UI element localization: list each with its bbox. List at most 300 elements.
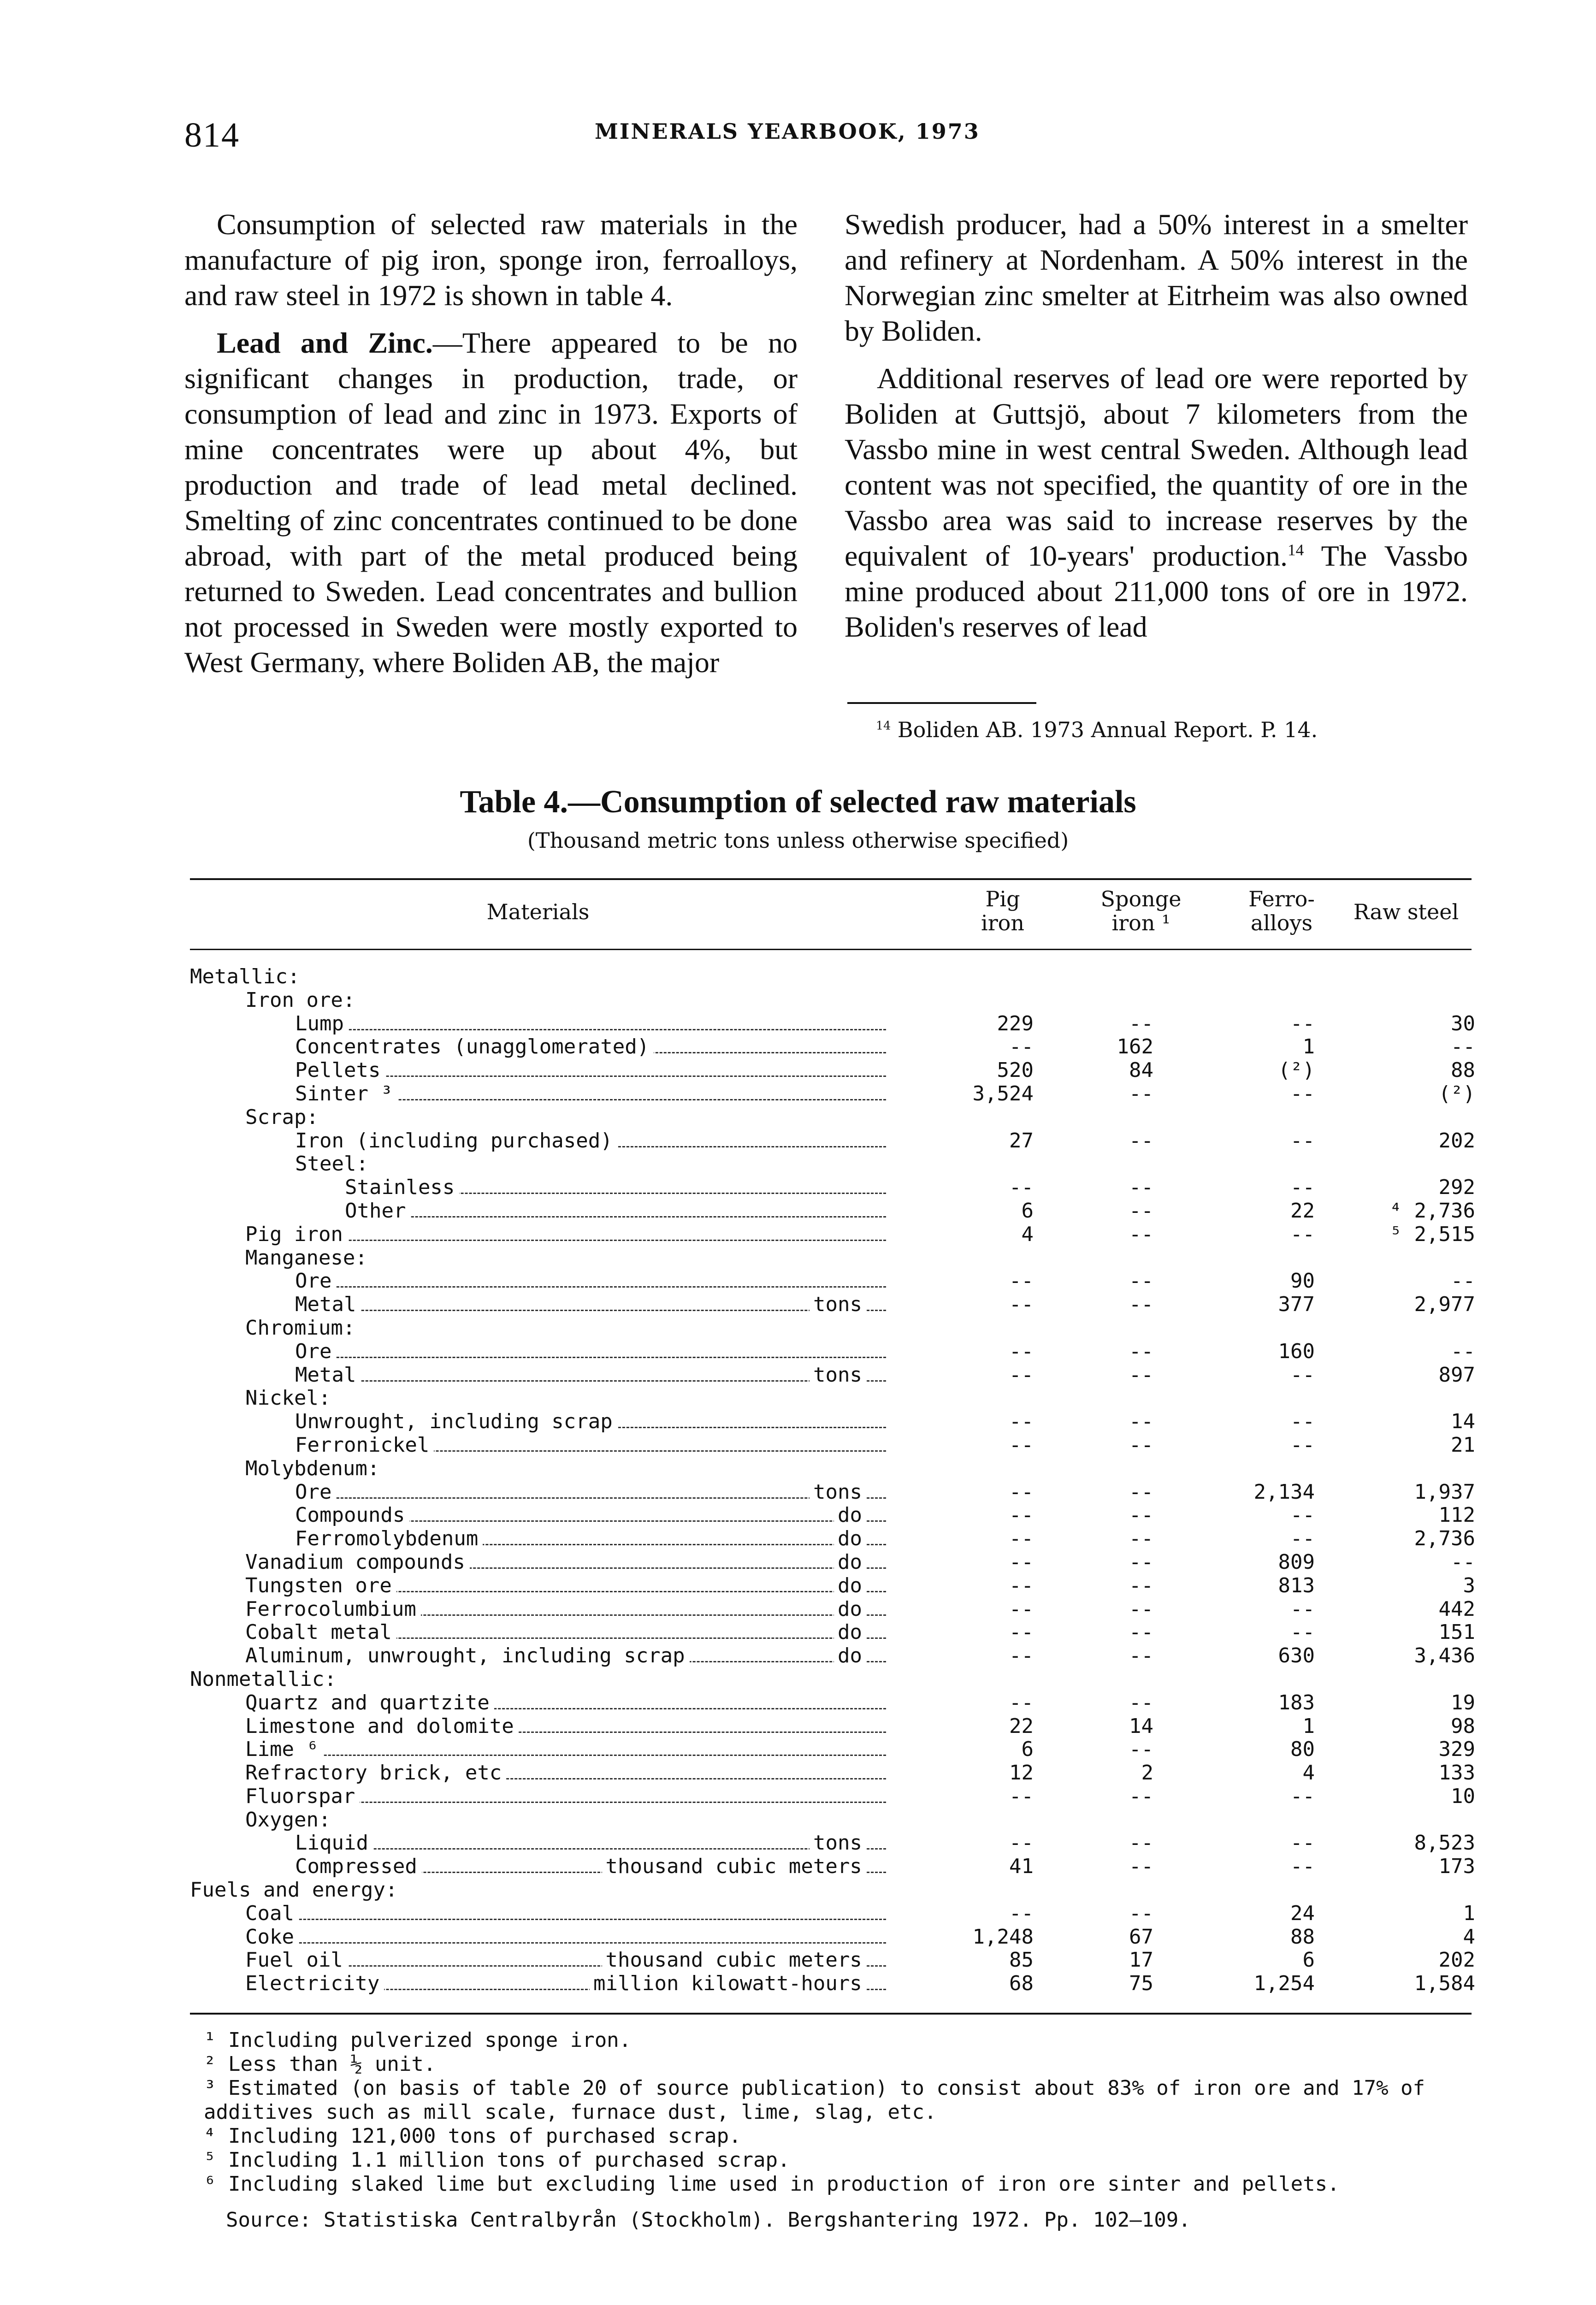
- cell-sponge-iron: --: [1129, 1901, 1153, 1925]
- row-label: [295, 1481, 336, 1504]
- cell-raw-steel: ⁵ 2,515: [1389, 1222, 1475, 1246]
- cell-pig-iron: 85: [1009, 1948, 1034, 1972]
- table-row: [190, 1106, 1476, 1129]
- row-label: [245, 1691, 494, 1715]
- cell-raw-steel: 202: [1438, 1948, 1475, 1972]
- cell-raw-steel: 2,977: [1414, 1293, 1475, 1317]
- cell-ferroalloys: (²): [1278, 1058, 1315, 1082]
- table-footnote: ⁴ Including 121,000 tons of purchased scrap.: [204, 2124, 741, 2148]
- row-label-text: Metal: [295, 1293, 361, 1316]
- row-unit: thousand cubic meters: [602, 1949, 866, 1972]
- row-label: [295, 1082, 397, 1106]
- row-label-text: Manganese:: [245, 1246, 372, 1270]
- paragraph-reserves-end: The Vassbo mine produced about 211,000 tons of ore in 1972. Boliden's reserves of lead: [845, 539, 1468, 643]
- table-header-rule: [190, 949, 1472, 950]
- footnote-14-text: Boliden AB. 1973 Annual Report. P. 14.: [891, 717, 1318, 742]
- cell-ferroalloys: 183: [1278, 1690, 1315, 1714]
- row-label: [295, 1527, 483, 1551]
- row-label-text: Limestone and dolomite: [245, 1714, 519, 1738]
- cell-pig-iron: --: [1009, 1527, 1034, 1551]
- cell-ferroalloys: --: [1290, 1410, 1315, 1434]
- table-row: [190, 1527, 1476, 1551]
- dot-leader: [345, 1216, 886, 1218]
- table-row: [190, 965, 1476, 989]
- table-row: [190, 1176, 1476, 1200]
- row-label-text: Ferronickel: [295, 1433, 434, 1457]
- table-row: [190, 1785, 1476, 1809]
- cell-sponge-iron: --: [1129, 1573, 1153, 1597]
- table-row: [190, 1668, 1476, 1691]
- header-line: Ferro-: [1248, 887, 1315, 911]
- cell-pig-iron: 229: [997, 1011, 1034, 1035]
- cell-pig-iron: --: [1009, 1690, 1034, 1714]
- table-footnote: ⁶ Including slaked lime but excluding lime used in production of iron ore sinter and pellets.: [204, 2172, 1340, 2196]
- cell-raw-steel: 98: [1451, 1714, 1475, 1738]
- cell-ferroalloys: 160: [1278, 1339, 1315, 1363]
- row-label: [245, 1223, 348, 1247]
- row-label: [245, 1644, 690, 1668]
- cell-raw-steel: (²): [1438, 1082, 1475, 1105]
- row-unit: do: [834, 1621, 866, 1644]
- cell-ferroalloys: --: [1290, 1831, 1315, 1855]
- cell-pig-iron: 4: [1021, 1222, 1034, 1246]
- table-row: [190, 1293, 1476, 1317]
- table-title: Table 4.—Consumption of selected raw materials: [460, 784, 1136, 820]
- row-label: [190, 1668, 341, 1691]
- row-label: [295, 1832, 373, 1855]
- cell-sponge-iron: --: [1129, 1269, 1153, 1293]
- running-head: MINERALS YEARBOOK, 1973: [595, 119, 980, 144]
- row-label: [190, 1879, 402, 1902]
- cell-raw-steel: 897: [1438, 1363, 1475, 1387]
- row-label: [245, 1785, 360, 1809]
- cell-sponge-iron: --: [1129, 1831, 1153, 1855]
- row-label: [245, 1106, 323, 1129]
- header-line: Pig: [985, 887, 1020, 911]
- cell-pig-iron: --: [1009, 1644, 1034, 1668]
- dot-leader: [295, 1357, 886, 1358]
- cell-pig-iron: --: [1009, 1831, 1034, 1855]
- row-label-text: Iron ore:: [245, 988, 360, 1012]
- row-label-text: Compressed: [295, 1855, 422, 1878]
- cell-ferroalloys: 813: [1278, 1573, 1315, 1597]
- table-row: [190, 1059, 1476, 1082]
- cell-pig-iron: --: [1009, 1269, 1034, 1293]
- cell-sponge-iron: --: [1129, 1738, 1153, 1761]
- cell-pig-iron: 68: [1009, 1972, 1034, 1996]
- table-row: [190, 1317, 1476, 1340]
- cell-sponge-iron: --: [1129, 1480, 1153, 1504]
- cell-ferroalloys: --: [1290, 1082, 1315, 1105]
- row-unit: thousand cubic meters: [602, 1855, 866, 1879]
- table-footnotes: [190, 2028, 1476, 2196]
- table-row: [190, 1410, 1476, 1434]
- row-label-text: Steel:: [295, 1152, 373, 1176]
- cell-sponge-iron: --: [1129, 1011, 1153, 1035]
- row-unit: million kilowatt-hours: [590, 1972, 866, 1996]
- dot-leader: [295, 1497, 886, 1499]
- row-label-text: Ferrocolumbium: [245, 1597, 421, 1621]
- dot-leader: [245, 1942, 886, 1944]
- right-column: [845, 207, 1468, 644]
- cell-pig-iron: 6: [1021, 1199, 1034, 1223]
- row-label-text: Lime ⁶: [245, 1738, 323, 1761]
- cell-raw-steel: 1,584: [1414, 1972, 1475, 1996]
- table-row: [190, 1879, 1476, 1902]
- row-label: [345, 1176, 459, 1200]
- column-header-raw-steel: Raw steel: [1353, 899, 1459, 924]
- dot-leader: [295, 1310, 886, 1311]
- cell-ferroalloys: 90: [1290, 1269, 1315, 1293]
- table-row: [190, 1434, 1476, 1457]
- cell-sponge-iron: --: [1129, 1082, 1153, 1105]
- row-label-text: Chromium:: [245, 1316, 360, 1340]
- row-label-text: Compounds: [295, 1503, 409, 1527]
- cell-sponge-iron: 17: [1129, 1948, 1153, 1972]
- table-row: [190, 1551, 1476, 1574]
- table-row: [190, 1902, 1476, 1926]
- row-unit: do: [834, 1504, 866, 1527]
- row-label: [245, 1457, 384, 1481]
- table-row: [190, 1504, 1476, 1527]
- cell-raw-steel: 151: [1438, 1620, 1475, 1644]
- row-label: [295, 1364, 361, 1387]
- table-row: [190, 1270, 1476, 1293]
- row-unit: do: [834, 1551, 866, 1574]
- cell-ferroalloys: --: [1290, 1503, 1315, 1527]
- cell-sponge-iron: 75: [1129, 1972, 1153, 1996]
- cell-sponge-iron: --: [1129, 1597, 1153, 1621]
- row-label: [245, 1247, 372, 1270]
- cell-raw-steel: ⁴ 2,736: [1389, 1199, 1475, 1223]
- cell-raw-steel: 442: [1438, 1597, 1475, 1621]
- table-row: [190, 1340, 1476, 1364]
- row-label: [245, 1598, 421, 1621]
- cell-sponge-iron: --: [1129, 1199, 1153, 1223]
- cell-sponge-iron: --: [1129, 1433, 1153, 1457]
- row-label-text: Iron (including purchased): [295, 1129, 617, 1152]
- row-unit: tons: [810, 1364, 866, 1387]
- table-source: Source: Statistiska Centralbyrån (Stockholm). Bergshantering 1972. Pp. 102–109.: [226, 2208, 1191, 2232]
- cell-pig-iron: --: [1009, 1901, 1034, 1925]
- cell-ferroalloys: 1,254: [1253, 1972, 1315, 1996]
- cell-pig-iron: --: [1009, 1339, 1034, 1363]
- cell-pig-iron: 27: [1009, 1129, 1034, 1152]
- cell-pig-iron: --: [1009, 1363, 1034, 1387]
- table-row: [190, 1715, 1476, 1738]
- row-label-text: Cobalt metal: [245, 1620, 396, 1644]
- row-label: [295, 1293, 361, 1317]
- cell-ferroalloys: 1: [1302, 1714, 1315, 1738]
- column-header-ferroalloys: [1226, 887, 1337, 935]
- row-label-text: Nonmetallic:: [190, 1667, 341, 1691]
- table-row: [190, 1855, 1476, 1879]
- row-label-text: Coal: [245, 1902, 299, 1925]
- cell-raw-steel: --: [1451, 1550, 1475, 1574]
- table-row: [190, 1972, 1476, 1996]
- cell-sponge-iron: --: [1129, 1527, 1153, 1551]
- cell-pig-iron: --: [1009, 1784, 1034, 1808]
- cell-raw-steel: 2,736: [1414, 1527, 1475, 1551]
- cell-pig-iron: 3,524: [972, 1082, 1034, 1105]
- cell-raw-steel: 19: [1451, 1690, 1475, 1714]
- row-label: [295, 1012, 349, 1036]
- cell-sponge-iron: 14: [1129, 1714, 1153, 1738]
- row-label: [245, 1574, 396, 1598]
- row-label: [245, 1949, 348, 1972]
- table-row: [190, 1644, 1476, 1668]
- cell-ferroalloys: 80: [1290, 1738, 1315, 1761]
- column-header-materials: Materials: [486, 899, 590, 924]
- cell-ferroalloys: 24: [1290, 1901, 1315, 1925]
- row-label: [245, 1551, 470, 1574]
- cell-ferroalloys: 4: [1302, 1761, 1315, 1785]
- row-label: [245, 1621, 396, 1644]
- row-label-text: Lump: [295, 1012, 349, 1035]
- table-row: [190, 1223, 1476, 1247]
- cell-raw-steel: 112: [1438, 1503, 1475, 1527]
- header-line: alloys: [1250, 910, 1313, 935]
- row-label: [245, 1902, 299, 1926]
- row-unit: tons: [810, 1293, 866, 1317]
- cell-raw-steel: 173: [1438, 1855, 1475, 1879]
- cell-raw-steel: 133: [1438, 1761, 1475, 1785]
- paragraph-consumption: Consumption of selected raw materials in the manufacture of pig iron, sponge iron, ferroalloys, and raw steel in 1972 is shown in table 4.: [184, 208, 798, 312]
- row-label-text: Unwrought, including scrap: [295, 1410, 617, 1433]
- cell-ferroalloys: --: [1290, 1363, 1315, 1387]
- table-row: [190, 989, 1476, 1012]
- header-line: iron ¹: [1111, 910, 1170, 935]
- row-label: [295, 1035, 654, 1059]
- row-label: [245, 1387, 335, 1410]
- row-label: [295, 1410, 617, 1434]
- dot-leader: [295, 1029, 886, 1030]
- row-unit: do: [834, 1598, 866, 1621]
- cell-raw-steel: --: [1451, 1339, 1475, 1363]
- cell-sponge-iron: --: [1129, 1363, 1153, 1387]
- cell-pig-iron: 12: [1009, 1761, 1034, 1785]
- table-body: [190, 965, 1476, 1996]
- cell-ferroalloys: 22: [1290, 1199, 1315, 1223]
- cell-ferroalloys: 1: [1302, 1035, 1315, 1059]
- cell-sponge-iron: --: [1129, 1293, 1153, 1317]
- cell-sponge-iron: 67: [1129, 1925, 1153, 1949]
- cell-raw-steel: 8,523: [1414, 1831, 1475, 1855]
- dot-leader: [245, 1919, 886, 1920]
- row-label-text: Metal: [295, 1363, 361, 1387]
- cell-pig-iron: --: [1009, 1620, 1034, 1644]
- row-label: [245, 1972, 384, 1996]
- row-label: [295, 1504, 409, 1527]
- cell-raw-steel: 1,937: [1414, 1480, 1475, 1504]
- row-label-text: Metallic:: [190, 965, 304, 988]
- row-label-text: Vanadium compounds: [245, 1550, 470, 1574]
- table-footnote: ⁵ Including 1.1 million tons of purchased scrap.: [204, 2148, 790, 2172]
- dot-leader: [295, 1380, 886, 1382]
- table-row: [190, 1129, 1476, 1153]
- cell-pig-iron: --: [1009, 1035, 1034, 1059]
- footnote-ref-14: 14: [1287, 541, 1304, 559]
- cell-ferroalloys: --: [1290, 1176, 1315, 1200]
- paragraph-reserves-text: Additional reserves of lead ore were reported by Boliden at Guttsjö, about 7 kilometers from the Vassbo mine in west central Sweden. Although lead content was not specified, the quantity of ore in the Vassbo area was said to increase reserves by the equivalent of 10-years' production.: [845, 362, 1468, 572]
- row-label-text: Scrap:: [245, 1105, 323, 1129]
- cell-pig-iron: 520: [997, 1058, 1034, 1082]
- cell-sponge-iron: --: [1129, 1690, 1153, 1714]
- cell-raw-steel: 202: [1438, 1129, 1475, 1152]
- cell-sponge-iron: --: [1129, 1644, 1153, 1668]
- run-in-heading: Lead and Zinc.: [217, 326, 433, 359]
- cell-sponge-iron: --: [1129, 1176, 1153, 1200]
- row-unit: tons: [810, 1481, 866, 1504]
- paragraph-reserves: [845, 361, 1468, 644]
- cell-raw-steel: 329: [1438, 1738, 1475, 1761]
- cell-ferroalloys: --: [1290, 1433, 1315, 1457]
- dot-leader: [245, 1755, 886, 1756]
- row-label-text: Concentrates (unagglomerated): [295, 1035, 654, 1058]
- row-label-text: Fuels and energy:: [190, 1878, 402, 1902]
- table-row: [190, 1574, 1476, 1598]
- table-row: [190, 1691, 1476, 1715]
- cell-sponge-iron: --: [1129, 1222, 1153, 1246]
- row-label: [295, 1270, 336, 1293]
- cell-sponge-iron: --: [1129, 1620, 1153, 1644]
- table-row: [190, 1832, 1476, 1855]
- table-row: [190, 1457, 1476, 1481]
- row-label-text: Tungsten ore: [245, 1574, 396, 1597]
- cell-sponge-iron: --: [1129, 1339, 1153, 1363]
- row-label-text: Liquid: [295, 1831, 373, 1855]
- cell-raw-steel: 292: [1438, 1176, 1475, 1200]
- table-top-rule: [190, 878, 1472, 880]
- header-line: iron: [981, 910, 1025, 935]
- cell-ferroalloys: 630: [1278, 1644, 1315, 1668]
- row-label: [245, 1809, 335, 1832]
- row-label-text: Ore: [295, 1269, 336, 1293]
- row-unit: do: [834, 1527, 866, 1551]
- row-unit: do: [834, 1574, 866, 1598]
- row-label: [295, 1340, 336, 1364]
- cell-ferroalloys: --: [1290, 1784, 1315, 1808]
- row-label-text: Aluminum, unwrought, including scrap: [245, 1644, 690, 1667]
- dot-leader: [295, 1286, 886, 1288]
- table-row: [190, 1012, 1476, 1036]
- table-row: [190, 1082, 1476, 1106]
- cell-pig-iron: --: [1009, 1503, 1034, 1527]
- table-row: [190, 1809, 1476, 1832]
- cell-pig-iron: 22: [1009, 1714, 1034, 1738]
- cell-ferroalloys: --: [1290, 1011, 1315, 1035]
- cell-pig-iron: 6: [1021, 1738, 1034, 1761]
- table-footnote: ¹ Including pulverized sponge iron.: [204, 2028, 632, 2052]
- row-label-text: Refractory brick, etc: [245, 1761, 506, 1785]
- table-row: [190, 1152, 1476, 1176]
- cell-ferroalloys: 377: [1278, 1293, 1315, 1317]
- row-label-text: Oxygen:: [245, 1808, 335, 1832]
- table-row: [190, 1738, 1476, 1761]
- cell-pig-iron: --: [1009, 1293, 1034, 1317]
- table-row: [190, 1481, 1476, 1504]
- row-label-text: Quartz and quartzite: [245, 1691, 494, 1714]
- cell-ferroalloys: 809: [1278, 1550, 1315, 1574]
- cell-pig-iron: --: [1009, 1550, 1034, 1574]
- cell-ferroalloys: 88: [1290, 1925, 1315, 1949]
- row-label: [245, 1738, 323, 1761]
- row-label: [295, 1855, 422, 1879]
- row-label: [245, 1715, 519, 1738]
- cell-pig-iron: --: [1009, 1480, 1034, 1504]
- row-label-text: Electricity: [245, 1972, 384, 1995]
- paragraph-lead-zinc: [184, 325, 798, 680]
- cell-raw-steel: --: [1451, 1035, 1475, 1059]
- row-label-text: Pig iron: [245, 1223, 348, 1246]
- cell-raw-steel: 88: [1451, 1058, 1475, 1082]
- cell-pig-iron: --: [1009, 1410, 1034, 1434]
- cell-pig-iron: --: [1009, 1573, 1034, 1597]
- cell-sponge-iron: 162: [1117, 1035, 1153, 1059]
- cell-raw-steel: 3: [1463, 1573, 1475, 1597]
- cell-pig-iron: --: [1009, 1597, 1034, 1621]
- row-label: [245, 1317, 360, 1340]
- column-header-sponge-iron: [1079, 887, 1203, 935]
- cell-ferroalloys: --: [1290, 1527, 1315, 1551]
- dot-leader: [295, 1848, 886, 1850]
- cell-raw-steel: 21: [1451, 1433, 1475, 1457]
- row-label: [245, 1761, 506, 1785]
- table-row: [190, 1598, 1476, 1621]
- table-row: [190, 1035, 1476, 1059]
- header-line: Sponge: [1100, 887, 1182, 911]
- table-row: [190, 1949, 1476, 1972]
- cell-sponge-iron: --: [1129, 1503, 1153, 1527]
- row-label-text: Ore: [295, 1480, 336, 1504]
- cell-sponge-iron: --: [1129, 1855, 1153, 1879]
- paragraph-continued: Swedish producer, had a 50% interest in a smelter and refinery at Nordenham. A 50% interest in the Norwegian zinc smelter at Eitrheim was also owned by Boliden.: [845, 208, 1468, 347]
- cell-raw-steel: 1: [1463, 1901, 1475, 1925]
- row-unit: do: [834, 1644, 866, 1668]
- cell-raw-steel: 10: [1451, 1784, 1475, 1808]
- table-row: [190, 1761, 1476, 1785]
- row-label: [245, 989, 360, 1012]
- table-row: [190, 1247, 1476, 1270]
- footnote-14: [876, 717, 1318, 742]
- row-label-text: Pellets: [295, 1058, 385, 1082]
- cell-pig-iron: --: [1009, 1176, 1034, 1200]
- footnote-divider: [847, 702, 1036, 704]
- row-unit: tons: [810, 1832, 866, 1855]
- column-header-pig-iron: [950, 887, 1056, 935]
- row-label: [190, 965, 304, 989]
- table-footnote: ³ Estimated (on basis of table 20 of source publication) to consist about 83% of iron ore and 17% of additives such as mill scale, furnace dust, lime, slag, etc.: [204, 2076, 1437, 2124]
- row-label-text: Ferromolybdenum: [295, 1527, 483, 1550]
- cell-ferroalloys: --: [1290, 1222, 1315, 1246]
- row-label: [295, 1152, 373, 1176]
- row-label-text: Other: [345, 1199, 410, 1223]
- page-number: 814: [184, 116, 240, 154]
- cell-sponge-iron: --: [1129, 1410, 1153, 1434]
- cell-sponge-iron: --: [1129, 1129, 1153, 1152]
- footnote-14-mark: 14: [876, 719, 891, 733]
- row-label: [295, 1059, 385, 1082]
- cell-ferroalloys: 6: [1302, 1948, 1315, 1972]
- row-label-text: Fluorspar: [245, 1785, 360, 1808]
- table-row: [190, 1200, 1476, 1223]
- table-row: [190, 1621, 1476, 1644]
- row-label: [345, 1200, 410, 1223]
- cell-ferroalloys: --: [1290, 1620, 1315, 1644]
- cell-ferroalloys: --: [1290, 1129, 1315, 1152]
- cell-pig-iron: --: [1009, 1433, 1034, 1457]
- row-label-text: Coke: [245, 1925, 299, 1949]
